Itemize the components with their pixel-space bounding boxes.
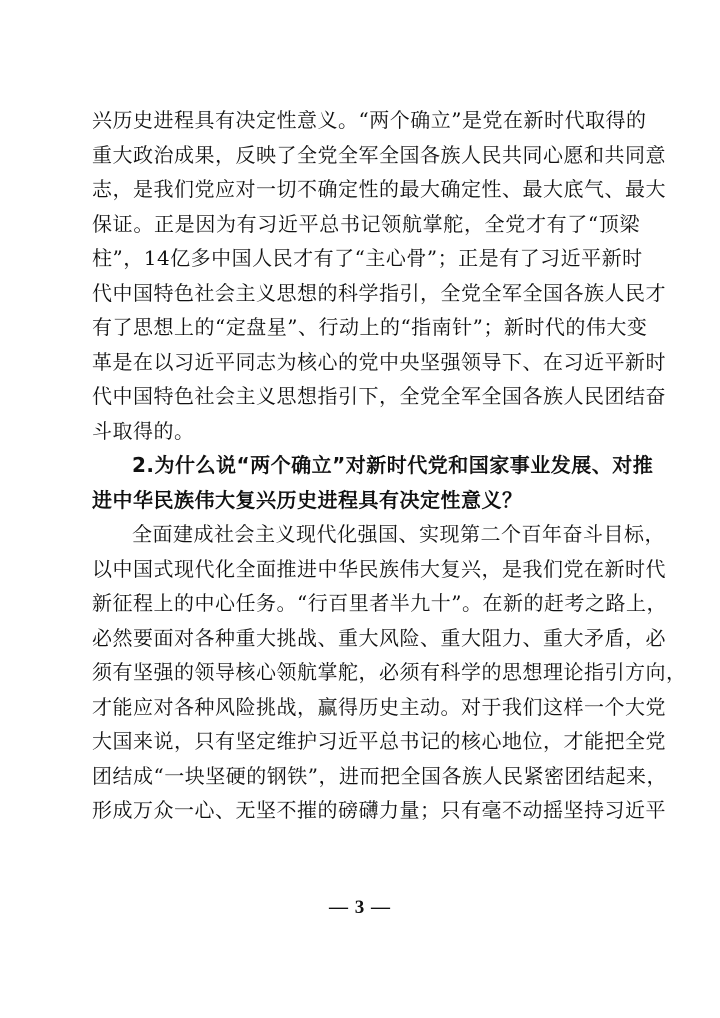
paragraph-2 [92,517,687,828]
text-line: 团结成“一块坚硬的钢铁”，进而把全国各族人民紧密团结起来， [92,763,667,788]
text-line: 革是在以习近平同志为核心的党中央坚强领导下、在习近平新时 [92,349,666,374]
text-line: 有了思想上的“定盘星”、行动上的“指南针”；新时代的伟大变 [92,315,648,339]
text-line: 兴历史进程具有决定性意义。“两个确立”是党在新时代取得的 [92,108,647,132]
text-line: 柱”，14亿多中国人民才有了“主心骨”；正是有了习近平新时 [92,246,643,270]
text-line: 必然要面对各种重大挑战、重大风险、重大阻力、重大矛盾，必 [92,625,666,650]
text-line: 斗取得的。 [92,418,195,443]
text-line: 形成万众一心、无坚不摧的磅礴力量；只有毫不动摇坚持习近平 [92,798,666,822]
text-line: 代中国特色社会主义思想指引下，全党全军全国各族人民团结奋 [92,384,666,408]
text-line: 志，是我们党应对一切不确定性的最大确定性、最大底气、最大 [92,177,666,201]
text-line: 全面建成社会主义现代化强国、实现第二个百年奋斗目标， [132,522,665,546]
section-heading [92,448,654,517]
paragraph-1 [92,103,666,448]
text-line: 新征程上的中心任务。“行百里者半九十”。在新的赶考之路上， [92,591,667,615]
text-line: 须有坚强的领导核心领航掌舵，必须有科学的思想理论指引方向， [92,660,687,684]
document-body [92,103,687,828]
page-number: — 3 — [329,897,391,918]
text-line: 重大政治成果，反映了全党全军全国各族人民共同心愿和共同意 [92,142,666,167]
text-line: 代中国特色社会主义思想的科学指引，全党全军全国各族人民才 [92,280,666,305]
heading-line: 进中华民族伟大复兴历史进程具有决定性意义？ [92,487,523,512]
text-line: 保证。正是因为有习近平总书记领航掌舵，全党才有了“顶梁 [92,211,640,236]
text-line: 才能应对各种风险挑战，赢得历史主动。对于我们这样一个大党 [92,694,666,719]
text-line: 大国来说，只有坚定维护习近平总书记的核心地位，才能把全党 [92,729,666,753]
text-line: 以中国式现代化全面推进中华民族伟大复兴，是我们党在新时代 [92,556,666,581]
heading-line: 2.为什么说“两个确立”对新时代党和国家事业发展、对推 [132,453,654,477]
